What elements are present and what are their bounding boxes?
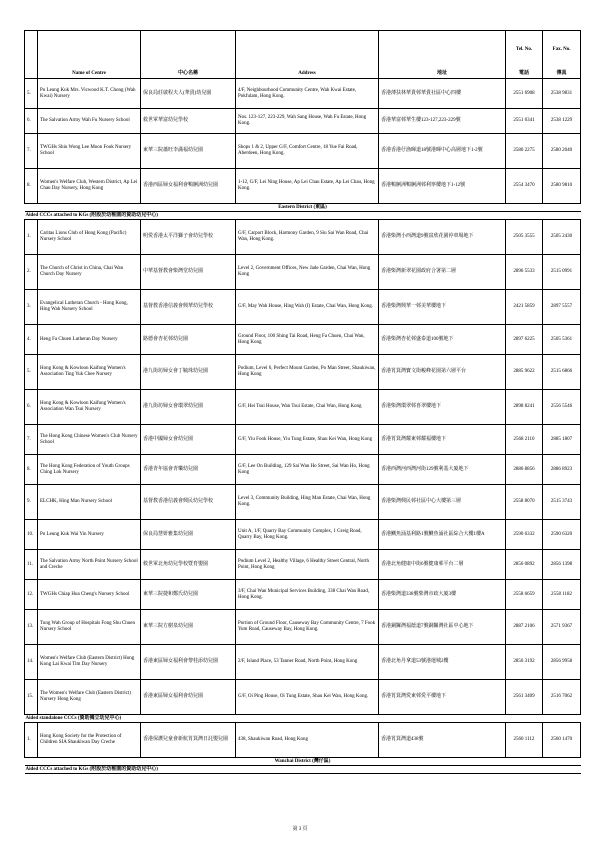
row-number: 8. xyxy=(25,169,38,204)
centre-fax: 2590 6320 xyxy=(543,520,581,550)
table-row xyxy=(25,109,581,134)
row-number: 5. xyxy=(25,79,38,109)
centre-address-zh: 香港銅鑼灣福蔭道7號銅鑼灣社區中心地下 xyxy=(379,610,506,645)
centre-address: G/F, Oi Ping House, Oi Tung Estate, Shau Kei Wan, Hong Kong. xyxy=(236,680,379,715)
centre-address-zh: 香港薄扶林華貴邨華貴社區中心四樓 xyxy=(379,79,506,109)
rows-top xyxy=(25,79,581,204)
centre-fax: 2538 1229 xyxy=(543,109,581,134)
centre-name-zh: 東華三院方樹泉幼兒園 xyxy=(141,610,236,645)
centre-address: 438, Shaukiwan Road, Hong Kong xyxy=(236,723,379,758)
centre-name: TWGHs Chiap Hua Cheng's Nursery School xyxy=(38,580,141,610)
table-row xyxy=(25,134,581,169)
section-standalone xyxy=(25,715,581,723)
centre-address-zh: 香港鴨脷洲鴨脷洲邨利寧樓地下1-12號 xyxy=(379,169,506,204)
header-name: Name of Centre xyxy=(38,31,141,79)
row-number: 10. xyxy=(25,520,38,550)
table-row xyxy=(25,485,581,520)
centre-address: G/F, Yiu Fook House, Yiu Tung Estate, Shau Kei Wan, Hong Kong xyxy=(236,425,379,455)
centre-name-zh: 香港東區婦女福利會黎桂添幼兒園 xyxy=(141,645,236,680)
centre-name: Heng Fa Chuen Lutheran Day Nursery xyxy=(38,325,141,355)
centre-address: Podium Level 2, Healthy Village, 6 Healthy Street Central, North Point, Hong Kong xyxy=(236,550,379,580)
centre-address-zh: 香港筲箕灣愛東邨愛平樓地下 xyxy=(379,680,506,715)
rows-eastern xyxy=(25,220,581,715)
centre-fax: 2886 8923 xyxy=(543,455,581,485)
centre-name: The Church of Christ in China, Chai Wan Church Day Nursery xyxy=(38,255,141,290)
centre-tel: 2896 5533 xyxy=(506,255,543,290)
centre-name-zh: 港九街坊婦女會環翠幼兒園 xyxy=(141,390,236,425)
centre-fax: 2580 9810 xyxy=(543,169,581,204)
centre-address-zh: 香港筲箕灣耀東邨耀福樓地下 xyxy=(379,425,506,455)
centre-tel: 2560 1112 xyxy=(506,723,543,758)
centre-name: TWGHs Shiu Wong Lee Moon Fook Nursery School xyxy=(38,134,141,169)
centre-address-zh: 香港柴灣道338號柴灣市政大廈3樓 xyxy=(379,580,506,610)
centre-name-zh: 港九街坊婦女會丁毓珠幼兒園 xyxy=(141,355,236,390)
section-heading: Aided CCCs attached to KGs (附設於幼稚園的資助幼兒中心) xyxy=(25,212,581,220)
table-row xyxy=(25,79,581,109)
centre-name-zh: 香港中國婦女會幼兒園 xyxy=(141,425,236,455)
centre-address-zh: 香港柴灣杏花邨盛泰道100號地下 xyxy=(379,325,506,355)
centre-name: Caritas Lions Club of Hong Kong (Pacific) Nursery School xyxy=(38,220,141,255)
centre-tel: 2551 6341 xyxy=(506,109,543,134)
section-heading: Aided standalone CCCs (資助獨立幼兒中心) xyxy=(25,715,581,723)
row-number: 1. xyxy=(25,723,38,758)
centre-address: Shops 1 & 2, Upper G/F, Comfort Centre, 18 Yue Fai Road, Aberdeen, Hong Kong. xyxy=(236,134,379,169)
centre-name: Women's Welfare Club, Western District, Ap Lei Chau Day Nursery, Hong Kong xyxy=(38,169,141,204)
rows-standalone xyxy=(25,723,581,758)
centre-name-zh: 基督教香港信義會興華幼兒學校 xyxy=(141,290,236,325)
centre-tel: 2554 3470 xyxy=(506,169,543,204)
centre-name: Po Leung Kuk Mrs. Vicwood K.T. Chong (Wah Kwai) Nursery xyxy=(38,79,141,109)
centre-fax: 2571 9367 xyxy=(543,610,581,645)
centre-address: G/F, Carport Block, Harmony Garden, 9 Siu Sai Wan Road, Chai Wan, Hong Kong. xyxy=(236,220,379,255)
centre-tel: 2885 9622 xyxy=(506,355,543,390)
header-fax-en: Fax. No. xyxy=(552,47,571,52)
centre-tel: 2558 6659 xyxy=(506,580,543,610)
centre-address-zh: 香港柴灣環翠邨喜翠樓地下 xyxy=(379,390,506,425)
centre-fax: 2856 1398 xyxy=(543,550,581,580)
centre-name-zh: 香港青年協會青樂幼兒園 xyxy=(141,455,236,485)
centre-name-zh: 東華三院蕭旺李滿福幼兒園 xyxy=(141,134,236,169)
centre-address: Ground Floor, 100 Shing Tai Road, Heng Fa Chuen, Chai Wan, Hong Kong xyxy=(236,325,379,355)
row-number: 13. xyxy=(25,610,38,645)
table-row xyxy=(25,255,581,290)
row-number: 5. xyxy=(25,355,38,390)
centre-tel: 2590 6332 xyxy=(506,520,543,550)
page-footer: 第 3 頁 xyxy=(292,827,308,832)
centre-address: G/F, May Wah House, Hing Wah (I) Estate, Chai Wan, Hong Kong. xyxy=(236,290,379,325)
header-fax xyxy=(543,31,581,79)
table-row xyxy=(25,169,581,204)
centre-fax: 2556 5546 xyxy=(543,390,581,425)
centre-address: Nos. 123-127, 223-229, Wah Sang House, Wah Fu Estate, Hong Kong. xyxy=(236,109,379,134)
centre-address-zh: 香港北角丹拿道53號港運城2樓 xyxy=(379,645,506,680)
header-tel-en: Tel. No. xyxy=(515,47,533,52)
row-number: 3. xyxy=(25,290,38,325)
centre-fax: 2856 9958 xyxy=(543,645,581,680)
centre-name: Hong Kong & Kowloon Kaifong Women's Association Ting Yuk Chee Nursery xyxy=(38,355,141,390)
centre-fax: 2558 1182 xyxy=(543,580,581,610)
centre-name: Tung Wah Group of Hospitals Fong Shu Chuen Nursery School xyxy=(38,610,141,645)
centre-address: Podium, Level 6, Perfect Mount Garden, Po Man Street, Shaukiwan, Hong Kong xyxy=(236,355,379,390)
row-number: 15. xyxy=(25,680,38,715)
table-row xyxy=(25,220,581,255)
table-row xyxy=(25,390,581,425)
centre-name-zh: 基督教香港信義會興民幼兒學校 xyxy=(141,485,236,520)
header-address: Address xyxy=(236,31,379,79)
centre-name-zh: 路德會杏花邨幼兒園 xyxy=(141,325,236,355)
header-tel-zh: 電話 xyxy=(518,71,529,76)
centre-name-zh: 保良局莊啟程夫人(華貴)幼兒園 xyxy=(141,79,236,109)
row-number: 9. xyxy=(25,485,38,520)
header-tel xyxy=(506,31,543,79)
centre-fax: 2516 7062 xyxy=(543,680,581,715)
table-row xyxy=(25,455,581,485)
centre-fax: 2580 2040 xyxy=(543,134,581,169)
centre-address: G/F, Lee On Building, 129 Sai Wan Ho Street, Sai Wan Ho, Hong Kong xyxy=(236,455,379,485)
row-number: 7. xyxy=(25,425,38,455)
centre-fax: 2505 5361 xyxy=(543,325,581,355)
centre-tel: 2580 2275 xyxy=(506,134,543,169)
centre-name-zh: 香港西區婦女福利會鴨脷洲幼兒園 xyxy=(141,169,236,204)
centre-fax: 2515 6866 xyxy=(543,355,581,390)
centre-name: The Women's Welfare Club (Eastern District) Nursery Hong Kong xyxy=(38,680,141,715)
table-row xyxy=(25,325,581,355)
centre-name: ELCHK, Hing Man Nursery School xyxy=(38,485,141,520)
centre-tel: 2886 8856 xyxy=(506,455,543,485)
row-number: 14. xyxy=(25,645,38,680)
centre-tel: 2898 8241 xyxy=(506,390,543,425)
centre-address: 2/F, Island Place, 53 Tanner Road, North Point, Hong Kong xyxy=(236,645,379,680)
centre-tel: 2558 8070 xyxy=(506,485,543,520)
centre-name-zh: 香港東區婦女福利會幼兒園 xyxy=(141,680,236,715)
header-fax-zh: 傳真 xyxy=(556,71,567,76)
centre-address: Unit A, 1/F, Quarry Bay Community Complex, 1 Greig Road, Quarry Bay, Hong Kong. xyxy=(236,520,379,550)
centre-tel: 2856 3192 xyxy=(506,645,543,680)
centre-name-zh: 中華基督教會柴灣堂幼兒園 xyxy=(141,255,236,290)
directory-page xyxy=(24,30,580,774)
centre-tel: 2551 6908 xyxy=(506,79,543,109)
row-number: 1. xyxy=(25,220,38,255)
centre-fax: 2885 1807 xyxy=(543,425,581,455)
centre-name: The Hong Kong Chinese Women's Club Nursery School xyxy=(38,425,141,455)
table-row xyxy=(25,680,581,715)
centre-address-zh: 香港柴灣興華一邨美華樓地下 xyxy=(379,290,506,325)
centre-address-zh: 香港筲箕灣寶文街峻峰花園第六層平台 xyxy=(379,355,506,390)
centre-tel: 2887 2106 xyxy=(506,610,543,645)
centre-address-zh: 香港柴灣新翠花園政府合署第二層 xyxy=(379,255,506,290)
centre-address-zh: 香港筲箕灣道438號 xyxy=(379,723,506,758)
centre-fax: 2515 0991 xyxy=(543,255,581,290)
centre-tel: 2568 2110 xyxy=(506,425,543,455)
centre-address: 1-12, G/F, Lei Ning House, Ap Lei Chau Estate, Ap Lei Chau, Hong Kong. xyxy=(236,169,379,204)
district-eastern xyxy=(25,204,581,220)
row-number: 12. xyxy=(25,580,38,610)
centre-tel: 2856 0892 xyxy=(506,550,543,580)
centre-fax: 2515 3743 xyxy=(543,485,581,520)
district-heading: Wanchai District (灣仔區) xyxy=(25,758,581,766)
centre-address: Level 3, Community Building, Hing Man Estate, Chai Wan, Hong Kong. xyxy=(236,485,379,520)
centre-fax: 2897 5557 xyxy=(543,290,581,325)
centre-name-zh: 香港保護兒童會新航筲箕灣日託嬰兒園 xyxy=(141,723,236,758)
header-number xyxy=(25,31,38,79)
table-header-row xyxy=(25,31,581,79)
centre-name-zh: 東華三院捷和鄭氏幼兒園 xyxy=(141,580,236,610)
district-wanchai xyxy=(25,758,581,774)
centre-address: 4/F, Neighbourhood Community Centre, Wah Kwai Estate, Pokfulam, Hong Kong. xyxy=(236,79,379,109)
centre-address-zh: 香港鰂魚涌基利路1號鰂魚涌社區綜合大樓1樓A xyxy=(379,520,506,550)
centre-address: 3/F, Chai Wan Municipal Services Building, 338 Chai Wan Road, Hong Kong. xyxy=(236,580,379,610)
table-row xyxy=(25,520,581,550)
table-row xyxy=(25,355,581,390)
centre-fax: 2560 1470 xyxy=(543,723,581,758)
centre-address-zh: 香港北角健康中街6號健康邨平台二層 xyxy=(379,550,506,580)
table-row xyxy=(25,290,581,325)
centre-address: Portion of Ground Floor, Causeway Bay Community Centre, 7 Fook Yum Road, Causeway Bay, Hong Kong. xyxy=(236,610,379,645)
centre-name: Hong Kong & Kowloon Kaifong Women's Association Wan Tsui Nursery xyxy=(38,390,141,425)
centre-name: The Hong Kong Federation of Youth Groups Ching Lok Nursery xyxy=(38,455,141,485)
district-heading: Eastern District (東區) xyxy=(25,204,581,212)
table-row xyxy=(25,723,581,758)
centre-tel: 2561 3409 xyxy=(506,680,543,715)
section-heading: Aided CCCs attached to KGs (附設於幼稚園的資助幼兒中心) xyxy=(25,766,581,774)
centre-address-zh: 香港柴灣興民邨社區中心大樓第三層 xyxy=(379,485,506,520)
centre-name: The Salvation Army North Point Nursery School and Creche xyxy=(38,550,141,580)
table-row xyxy=(25,610,581,645)
centre-fax: 2538 9831 xyxy=(543,79,581,109)
centre-name: Evangelical Lutheran Church - Hong Kong, Hing Wah Nursery School xyxy=(38,290,141,325)
centre-name-zh: 保良局慧妍雅集幼兒園 xyxy=(141,520,236,550)
centre-address-zh: 香港西灣河西灣河街129號利基大廈地下 xyxy=(379,455,506,485)
table-row xyxy=(25,580,581,610)
centre-tel: 2897 6225 xyxy=(506,325,543,355)
centre-name-zh: 救世軍華富幼兒學校 xyxy=(141,109,236,134)
table-row xyxy=(25,425,581,455)
row-number: 4. xyxy=(25,325,38,355)
centre-address-zh: 香港柴灣小西灣道9號富欣花園停車場地下 xyxy=(379,220,506,255)
centre-name: Po Leung Kuk Wai Yin Nursery xyxy=(38,520,141,550)
centre-address-zh: 香港華富邨華生樓123-127,223-229號 xyxy=(379,109,506,134)
centre-name-zh: 明愛香港太平洋獅子會幼兒學校 xyxy=(141,220,236,255)
table-row xyxy=(25,645,581,680)
centre-name: Women's Welfare Club (Eastern District) Hong Kong Lai Kwai Tim Day Nursery xyxy=(38,645,141,680)
row-number: 7. xyxy=(25,134,38,169)
centre-tel: 2421 5859 xyxy=(506,290,543,325)
header-name-zh: 中心名稱 xyxy=(141,31,236,79)
centre-address: Level 2, Government Offices, New Jade Garden, Chai Wan, Hong Kong xyxy=(236,255,379,290)
centre-address-zh: 香港香港仔漁暉道18號港暉中心高層地下1-2號 xyxy=(379,134,506,169)
centre-fax: 2505 2430 xyxy=(543,220,581,255)
table-row xyxy=(25,550,581,580)
row-number: 8. xyxy=(25,455,38,485)
row-number: 11. xyxy=(25,550,38,580)
centre-name: The Salvation Army Wah Fu Nursery School xyxy=(38,109,141,134)
row-number: 6. xyxy=(25,390,38,425)
centre-name: Hong Kong Society for the Protection of Children SIA Shaukiwan Day Creche xyxy=(38,723,141,758)
row-number: 6. xyxy=(25,109,38,134)
centre-tel: 2505 3555 xyxy=(506,220,543,255)
centre-table xyxy=(24,30,581,774)
centre-address: G/F, Hei Tsui House, Wan Tsui Estate, Chai Wan, Hong Kong xyxy=(236,390,379,425)
header-address-zh: 地址 xyxy=(379,31,506,79)
row-number: 2. xyxy=(25,255,38,290)
centre-name-zh: 救世軍北角幼兒學校暨育嬰園 xyxy=(141,550,236,580)
